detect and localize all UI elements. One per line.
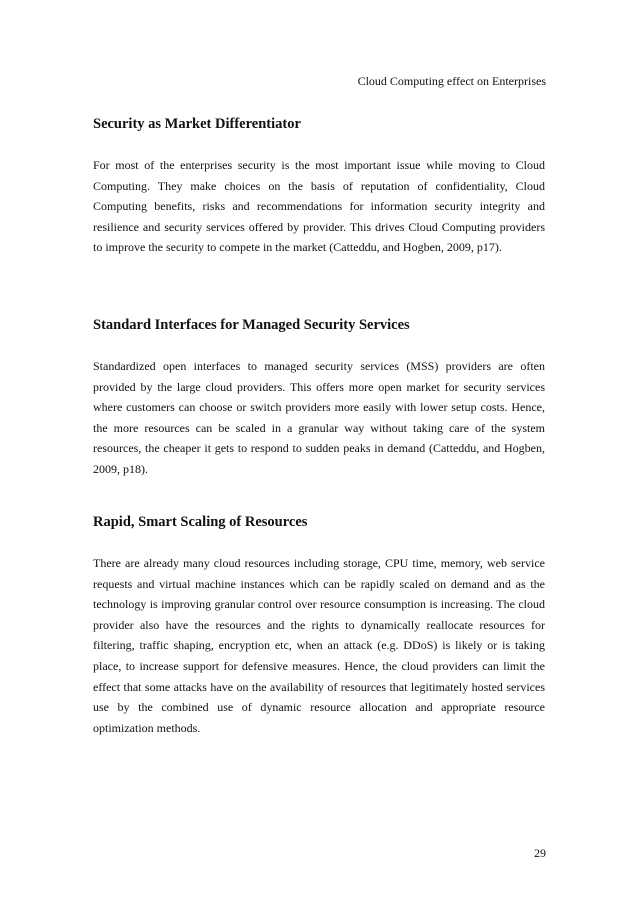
section-body-standard-interfaces: Standardized open interfaces to managed security services (MSS) providers are often provided by the large cloud providers. This offers more open market for security services where customers can choose or switch providers more easily with lower setup costs. Hence, the more resources can be scaled in a granular way without taking care of the system resources, the cheaper it gets to respond to sudden peaks in demand (Catteddu, and Hogben, 2009, p18). bbox=[93, 359, 545, 476]
section-body-security-differentiator: For most of the enterprises security is the most important issue while moving to Cloud Computing. They make choices on the basis of reputation of confidentiality, Cloud Computing benefits, risks and recommendations for information security integrity and resilience and security services offered by provider. This drives Cloud Computing providers to improve the security to compete in the market (Catteddu, and Hogben, 2009, p17). bbox=[93, 158, 545, 255]
page-number: 29 bbox=[534, 846, 546, 860]
section-heading-standard-interfaces: Standard Interfaces for Managed Security Services bbox=[93, 317, 410, 333]
running-header: Cloud Computing effect on Enterprises bbox=[357, 74, 546, 88]
section-body-rapid-scaling: There are already many cloud resources including storage, CPU time, memory, web service requests and virtual machine instances which can be rapidly scaled on demand and as the technology is improving granular control over resource consumption is increasing. The cloud provider also have the resources and the rights to dynamically reallocate resources for filtering, traffic shaping, encryption etc, when an attack (e.g. DDoS) is likely or is taking place, to increase support for defensive measures. Hence, the cloud providers can limit the effect that some attacks have on the availability of resources that legitimately hosted services use by the combined use of dynamic resource allocation and appropriate resource optimization methods. bbox=[93, 556, 545, 735]
section-heading-rapid-scaling: Rapid, Smart Scaling of Resources bbox=[93, 514, 308, 530]
section-heading-security-differentiator: Security as Market Differentiator bbox=[93, 116, 301, 132]
